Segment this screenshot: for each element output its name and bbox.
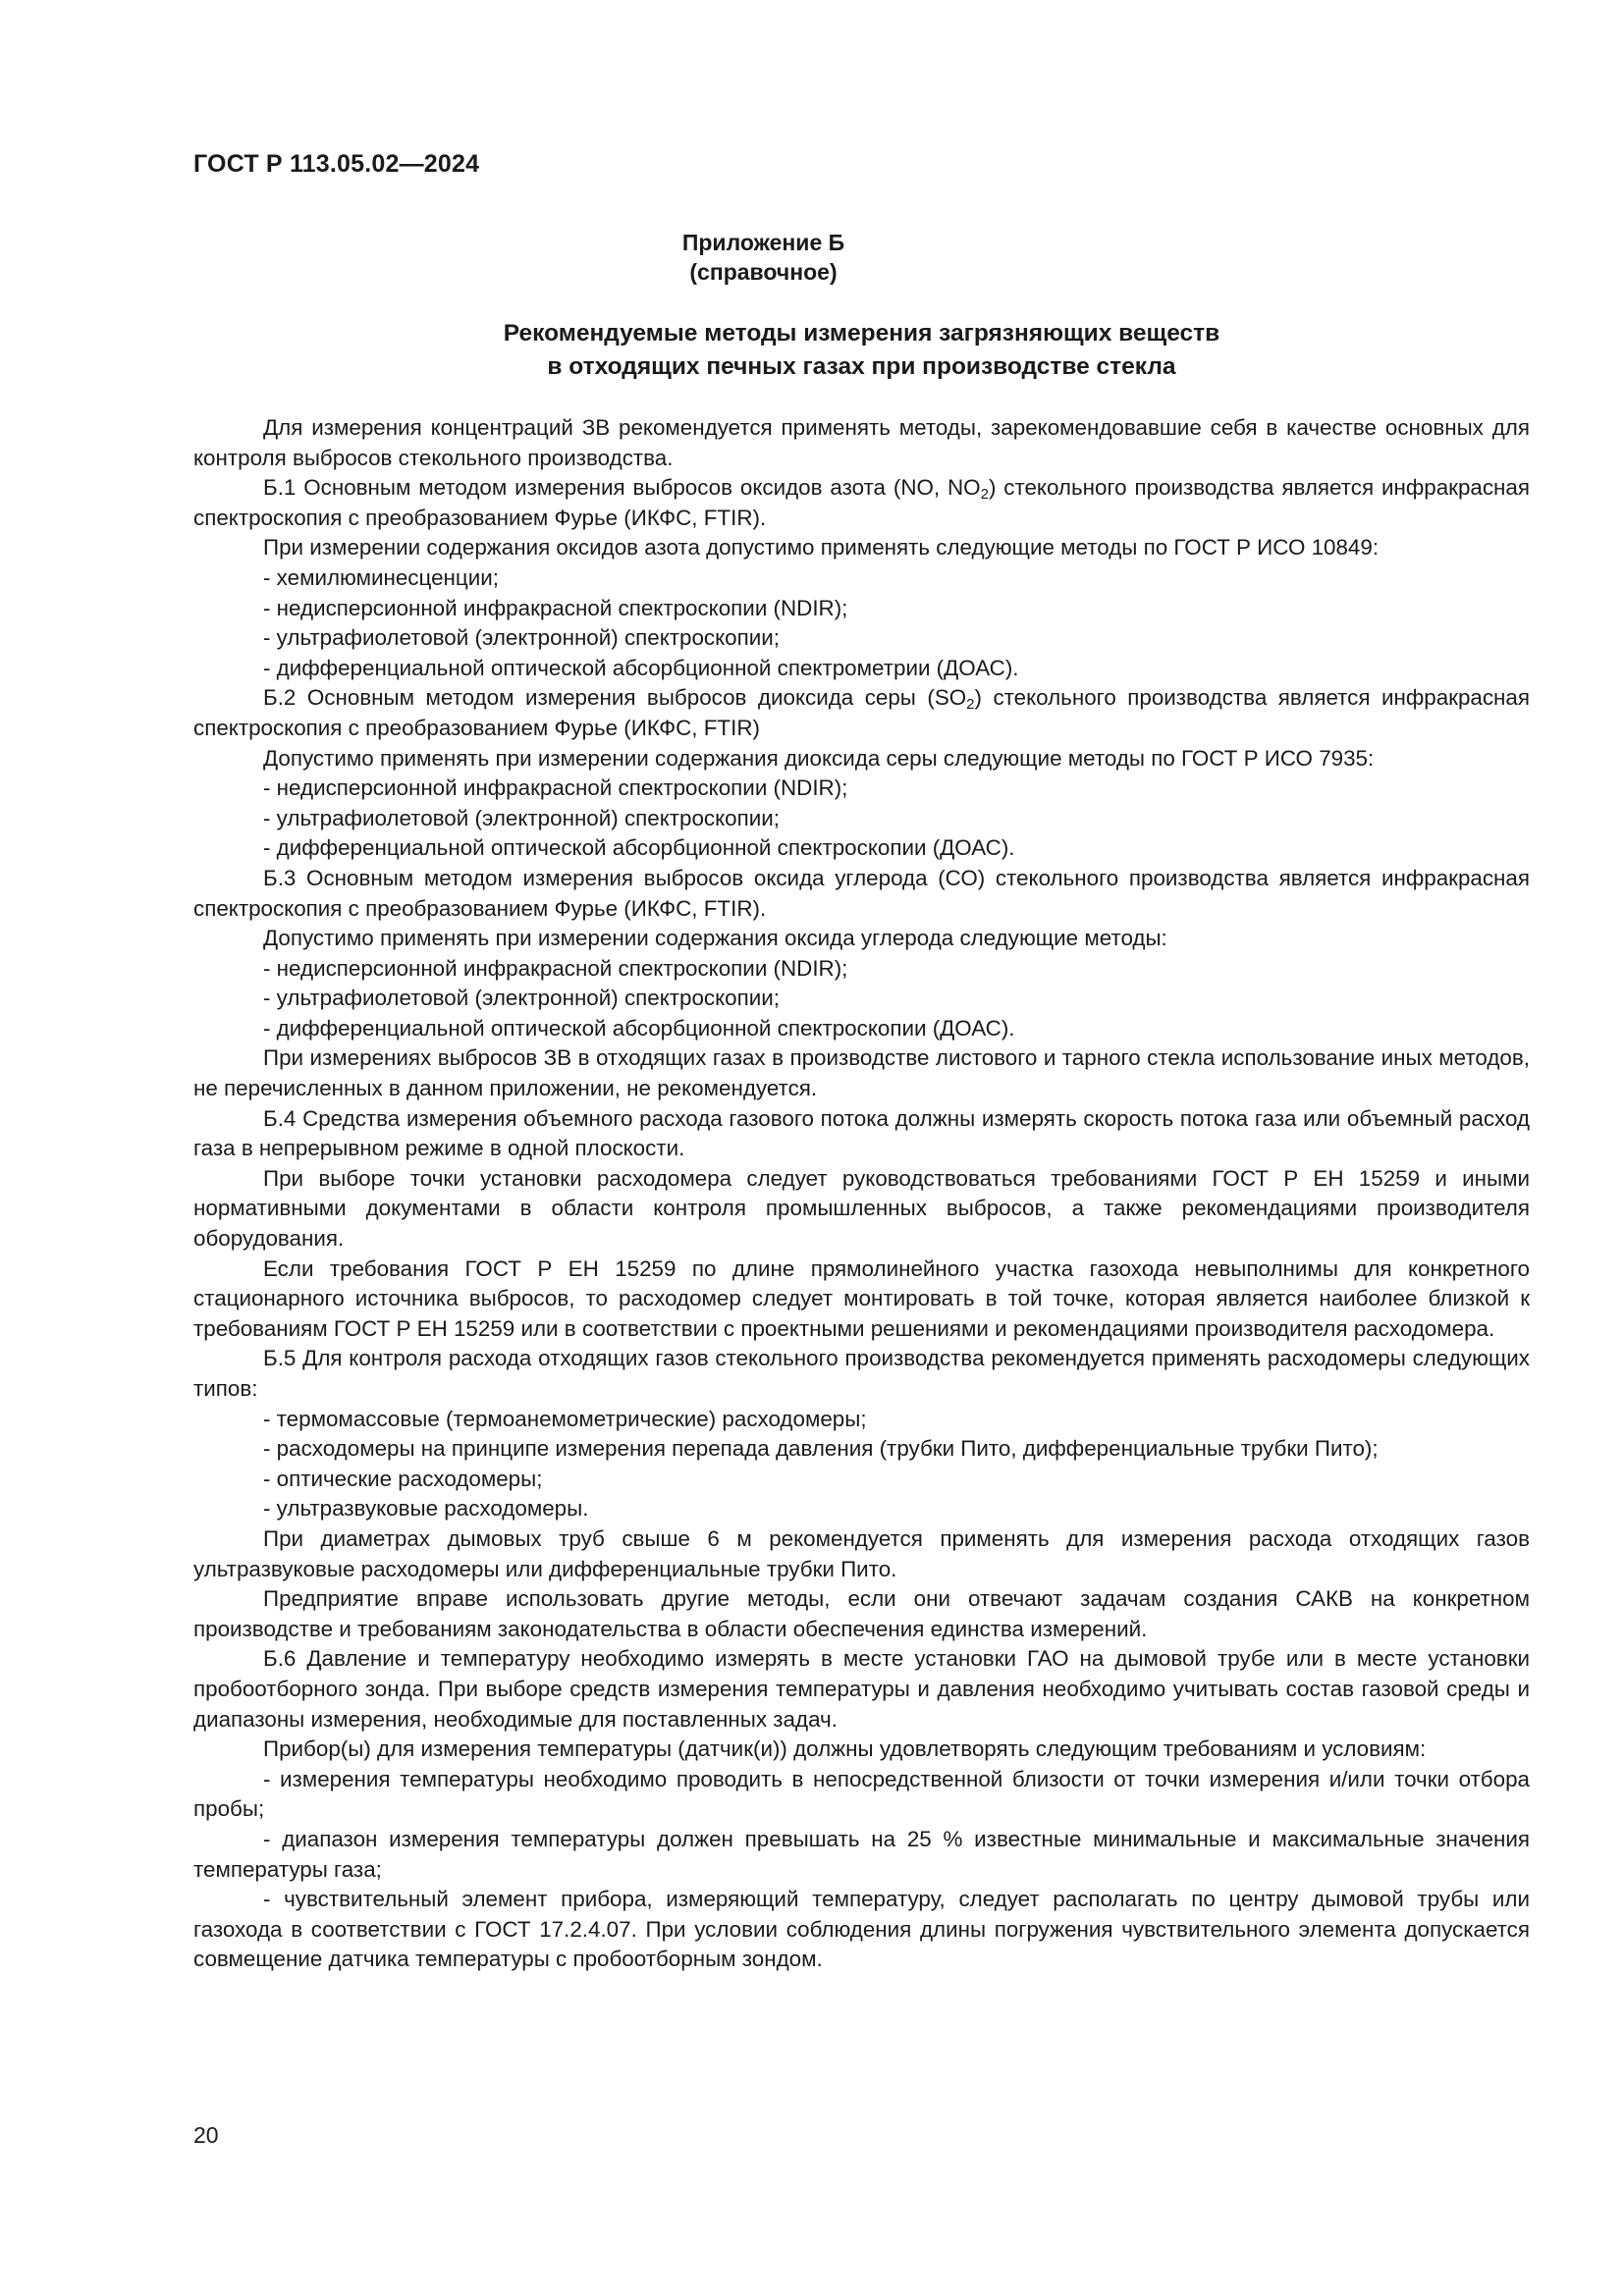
list-item: - ультрафиолетовой (электронной) спектроскопии;	[263, 625, 780, 651]
list-item: - диапазон измерения температуры должен превышать на 25 % известные минимальные и максимальные значения температуры газа;	[193, 1826, 1530, 1882]
b1-methods-paragraph: При измерении содержания оксидов азота допустимо применять следующие методы по ГОСТ Р ИСО 10849:	[263, 535, 1380, 561]
standard-code: ГОСТ Р 113.05.02—2024	[193, 150, 480, 178]
b2-methods-paragraph: Допустимо применять при измерении содержания диоксида серы следующие методы по ГОСТ Р ИСО 7935:	[263, 745, 1375, 771]
list-item: - измерения температуры необходимо проводить в непосредственной близости от точки измерения и/или точки отбора пробы;	[193, 1766, 1530, 1822]
list-item: - чувствительный элемент прибора, измеряющий температуру, следует располагать по центру дымовой трубы или газохода в соответствии с ГОСТ 17.2.4.07. При условии соблюдения длины погружения чувствительного элемента допускается совмещение датчика температуры с пробоотборным зондом.	[193, 1887, 1530, 1972]
list-item: - хемилюминесценции;	[263, 564, 499, 590]
intro-paragraph: Для измерения концентраций ЗВ рекомендуется применять методы, зарекомендовавшие себя в качестве основных для контроля выбросов стекольного производства.	[193, 415, 1530, 470]
list-item: - ультрафиолетовой (электронной) спектроскопии;	[263, 986, 780, 1011]
section-b1: Б.1 Основным методом измерения выбросов оксидов азота (NO, $NO_2$) стекольного производства является инфракрасная спектроскопия с преобразованием Фурье (ИКФС, FTIR).	[193, 475, 1531, 530]
list-item: - расходомеры на принципе измерения перепада давления (трубки Пито, дифференциальные трубки Пито);	[263, 1436, 1379, 1462]
appendix-title	[193, 317, 1530, 384]
list-item: - ультразвуковые расходомеры.	[263, 1496, 589, 1522]
list-item: - недисперсионной инфракрасной спектроскопии (NDIR);	[263, 595, 848, 620]
list-item: - термомассовые (термоанемометрические) расходомеры;	[263, 1406, 867, 1431]
list-item: - дифференциальной оптической абсорбционной спектроскопии (ДОАС).	[263, 835, 1015, 861]
list-item: - дифференциальной оптической абсорбционной спектрометрии (ДОАС).	[263, 655, 1019, 680]
list-item: - недисперсионной инфракрасной спектроскопии (NDIR);	[263, 955, 848, 981]
b6-paragraph-2: Прибор(ы) для измерения температуры (датчик(и)) должны удовлетворять следующим требованиям и условиям:	[263, 1736, 1427, 1762]
section-b4: Б.4 Средства измерения объемного расхода газового потока должны измерять скорость потока газа или объемный расход газа в непрерывном режиме в одной плоскости.	[193, 1105, 1530, 1161]
list-item: - недисперсионной инфракрасной спектроскопии (NDIR);	[263, 775, 848, 801]
b3-methods-paragraph: Допустимо применять при измерении содержания оксида углерода следующие методы:	[263, 926, 1167, 951]
section-b3: Б.3 Основным методом измерения выбросов оксида углерода (СО) стекольного производства является инфракрасная спектроскопия с преобразованием Фурье (ИКФС, FTIR).	[193, 865, 1530, 921]
b3-note-paragraph: При измерениях выбросов ЗВ в отходящих газах в производстве листового и тарного стекла использование иных методов, не перечисленных в данном приложении, не рекомендуется.	[193, 1045, 1530, 1101]
appendix-label: Приложение Б	[681, 230, 845, 255]
section-b2: Б.2 Основным методом измерения выбросов диоксида серы $(SO_2)$ стекольного производства является инфракрасная спектроскопия с преобразованием Фурье (ИКФС, FTIR)	[193, 685, 1530, 740]
appendix-heading	[193, 228, 1333, 287]
section-b6: Б.6 Давление и температуру необходимо измерять в месте установки ГАО на дымовой трубе или в месте установки пробоотборного зонда. При выборе средств измерения температуры и давления необходимо учитывать состав газовой среды и диапазоны измерения, необходимые для поставленных задач.	[193, 1646, 1530, 1732]
title-line-2: в отходящих печных газах при производстве стекла	[547, 353, 1176, 380]
b4-paragraph-3: Если требования ГОСТ Р ЕН 15259 по длине прямолинейного участка газохода невыполнимы для конкретного стационарного источника выбросов, то расходомер следует монтировать в той точке, которая является наиболее близкой к требованиям ГОСТ Р ЕН 15259 или в соответствии с проектными решениями и рекомендациями производителя расходомера.	[193, 1255, 1530, 1341]
list-item: - оптические расходомеры;	[263, 1466, 543, 1491]
b4-paragraph-2: При выборе точки установки расходомера следует руководствоваться требованиями ГОСТ Р ЕН 15259 и иными нормативными документами в области контроля промышленных выбросов, а также рекомендациями производителя оборудования.	[193, 1165, 1530, 1252]
list-item: - ультрафиолетовой (электронной) спектроскопии;	[263, 805, 780, 830]
b5-paragraph-3: Предприятие вправе использовать другие методы, если они отвечают задачам создания САКВ на конкретном производстве и требованиям законодательства в области обеспечения единства измерений.	[193, 1586, 1530, 1641]
page-number: 20	[193, 2122, 219, 2148]
section-b5: Б.5 Для контроля расхода отходящих газов стекольного производства рекомендуется применять расходомеры следующих типов:	[193, 1346, 1530, 1401]
list-item: - дифференциальной оптической абсорбционной спектроскопии (ДОАС).	[263, 1015, 1015, 1041]
body-text	[193, 413, 1530, 1975]
appendix-type: (справочное)	[689, 259, 838, 285]
b5-paragraph-2: При диаметрах дымовых труб свыше 6 м рекомендуется применять для измерения расхода отходящих газов ультразвуковые расходомеры или дифференциальные трубки Пито.	[193, 1525, 1530, 1581]
title-line-1: Рекомендуемые методы измерения загрязняющих веществ	[503, 320, 1220, 347]
